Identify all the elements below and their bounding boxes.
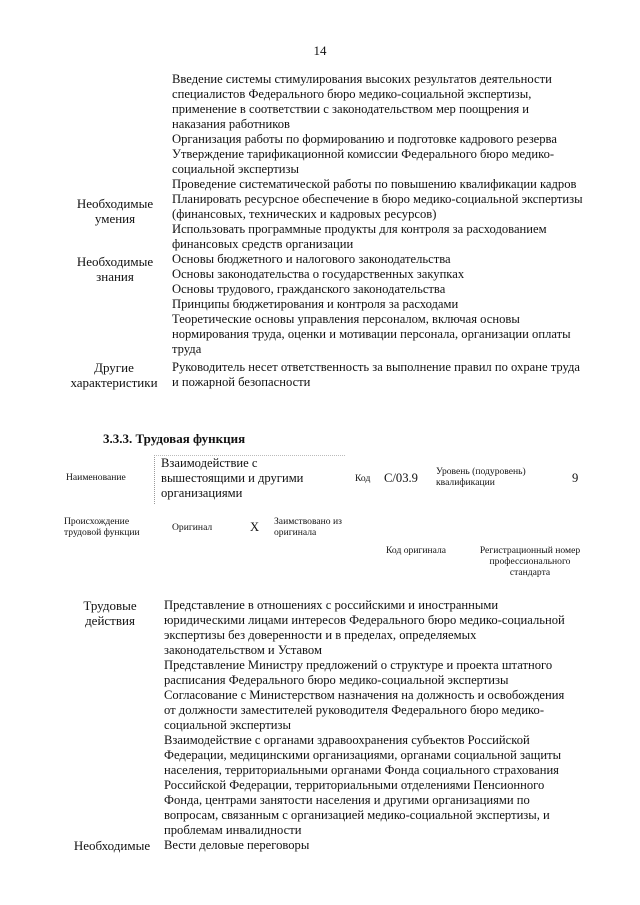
level-label-line: квалификации bbox=[436, 477, 495, 488]
reg-number-line: профессионального bbox=[489, 556, 571, 567]
origin-label bbox=[64, 516, 140, 538]
list-item: Утверждение тарификационной комиссии Федерального бюро медико- bbox=[172, 147, 555, 161]
list-item: расписания Федерального бюро медико-социальной экспертизы bbox=[164, 673, 509, 687]
borrowed-label-line: Заимствовано из bbox=[274, 516, 342, 527]
list-item: законодательством и Уставом bbox=[164, 643, 322, 657]
skills-list bbox=[172, 192, 612, 252]
borrowed-label-line: оригинала bbox=[274, 527, 317, 538]
bottom-item: Вести деловые переговоры bbox=[164, 838, 310, 852]
list-item: Российской Федерации, территориальными отделениями Пенсионного bbox=[164, 778, 545, 792]
list-item: труда bbox=[172, 342, 202, 356]
function-name-line: организациями bbox=[161, 486, 243, 500]
list-item: Использовать программные продукты для контроля за расходованием bbox=[172, 222, 547, 236]
reg-number-line: стандарта bbox=[509, 567, 551, 578]
list-item: Организация работы по формированию и подготовке кадрового резерва bbox=[172, 132, 557, 146]
other-label bbox=[56, 360, 172, 390]
list-item: населения, территориальными органами Фонда социального страхования bbox=[164, 763, 559, 777]
list-item: Фонда, центрами занятости населения и другими организациями по bbox=[164, 793, 530, 807]
reg-number-line: Регистрационный номер bbox=[479, 545, 581, 556]
list-item: Взаимодействие с органами здравоохранения субъектов Российской bbox=[164, 733, 530, 747]
list-item: Согласование с Министерством назначения на должность и освобождения bbox=[164, 688, 565, 702]
list-item: от должности заместителей руководителя Федерального бюро медико- bbox=[164, 703, 545, 717]
labor-actions-list bbox=[164, 598, 604, 838]
knowledge-label-line: знания bbox=[96, 269, 134, 284]
knowledge-label-line: Необходимые bbox=[76, 254, 154, 269]
bottom-label: Необходимые bbox=[73, 838, 151, 853]
labor-actions-label-line: действия bbox=[85, 613, 135, 628]
continued-items-list bbox=[172, 72, 612, 192]
skills-label-line: Необходимые bbox=[76, 196, 154, 211]
list-item: социальной экспертизы bbox=[164, 718, 291, 732]
list-item: проблемам инвалидности bbox=[164, 823, 302, 837]
skills-label-line: умения bbox=[94, 211, 136, 226]
list-item: Проведение систематической работы по повышению квалификации кадров bbox=[172, 177, 577, 191]
list-item: социальной экспертизы bbox=[172, 162, 299, 176]
function-name-line: вышестоящими и другими bbox=[161, 471, 304, 485]
list-item: нормирования труда, оценки и мотивации персонала, организации оплаты bbox=[172, 327, 571, 341]
original-label: Оригинал bbox=[172, 522, 213, 533]
page-number: 14 bbox=[313, 43, 327, 58]
labor-actions-label-line: Трудовые bbox=[83, 598, 137, 613]
list-item: применение в соответствии с законодательством мер поощрения и bbox=[172, 102, 530, 116]
list-item: Представление Министру предложений о структуре и проекта штатного bbox=[164, 658, 553, 672]
labor-actions-label bbox=[60, 598, 160, 628]
list-item: и пожарной безопасности bbox=[172, 375, 311, 389]
list-item: Основы законодательства о государственных закупках bbox=[172, 267, 465, 281]
code-label: Код bbox=[355, 473, 371, 484]
skills-label bbox=[60, 196, 170, 226]
borrowed-label bbox=[274, 516, 342, 538]
list-item: Представление в отношениях с российскими и иностранными bbox=[164, 598, 499, 612]
knowledge-list bbox=[172, 252, 612, 357]
other-label-line: Другие bbox=[94, 360, 134, 375]
function-name-line: Взаимодействие с bbox=[161, 456, 258, 470]
list-item: наказания работников bbox=[172, 117, 290, 131]
list-item: финансовых средств организации bbox=[172, 237, 354, 251]
function-name-box bbox=[154, 455, 345, 504]
reg-number-label bbox=[470, 545, 590, 578]
list-item: (финансовых, технических и кадровых ресурсов) bbox=[172, 207, 437, 221]
level-label-line: Уровень (подуровень) bbox=[436, 466, 526, 477]
name-label: Наименование bbox=[66, 472, 126, 483]
list-item: Руководитель несет ответственность за выполнение правил по охране труда bbox=[172, 360, 580, 374]
code-value: C/03.9 bbox=[384, 471, 418, 485]
list-item: Планировать ресурсное обеспечение в бюро медико-социальной экспертизы bbox=[172, 192, 583, 206]
list-item: Федерации, медицинскими организациями, органами социальной защиты bbox=[164, 748, 562, 762]
other-label-line: характеристики bbox=[70, 375, 158, 390]
level-label bbox=[436, 466, 526, 488]
list-item: Введение системы стимулирования высоких результатов деятельности bbox=[172, 72, 552, 86]
list-item: юридическими лицами интересов Федерального бюро медико-социальной bbox=[164, 613, 565, 627]
list-item: вопросам, связанным с организацией медико-социальной экспертизы, и bbox=[164, 808, 550, 822]
knowledge-label bbox=[60, 254, 170, 284]
list-item: Основы трудового, гражданского законодательства bbox=[172, 282, 446, 296]
origin-label-line: трудовой функции bbox=[64, 527, 140, 538]
list-item: Теоретические основы управления персоналом, включая основы bbox=[172, 312, 520, 326]
section-title: 3.3.3. Трудовая функция bbox=[103, 431, 246, 446]
original-mark: X bbox=[250, 520, 260, 534]
list-item: Принципы бюджетирования и контроля за расходами bbox=[172, 297, 459, 311]
origin-label-line: Происхождение bbox=[64, 516, 130, 527]
list-item: экспертизы без доверенности и в пределах, определяемых bbox=[164, 628, 477, 642]
origin-code-label: Код оригинала bbox=[386, 545, 447, 556]
other-list bbox=[172, 360, 612, 390]
list-item: специалистов Федерального бюро медико-социальной экспертизы, bbox=[172, 87, 532, 101]
list-item: Основы бюджетного и налогового законодательства bbox=[172, 252, 451, 266]
level-value: 9 bbox=[572, 471, 579, 485]
